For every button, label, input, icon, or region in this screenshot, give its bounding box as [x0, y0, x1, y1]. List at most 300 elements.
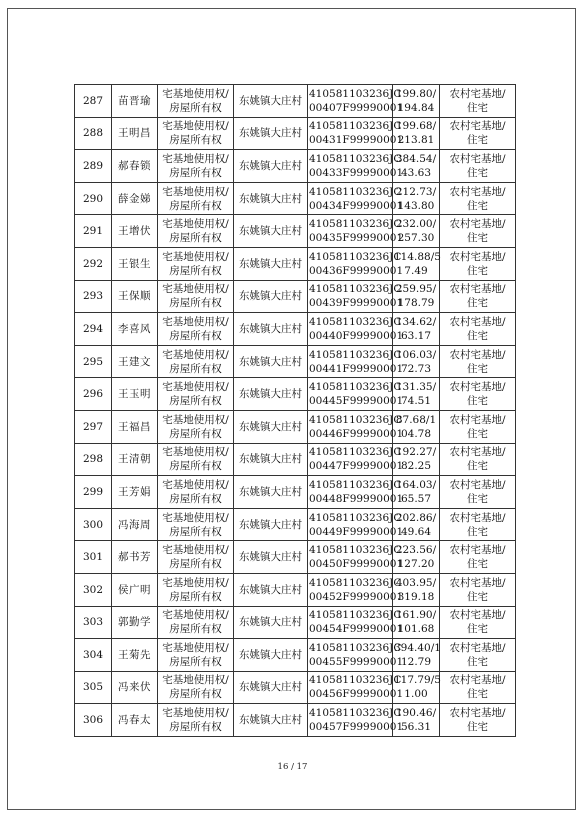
usage-cell [440, 541, 516, 574]
usage-cell-line: 农村宅基地/ [449, 544, 506, 557]
area-cell-line: 12.79 [400, 655, 432, 668]
table-row [75, 280, 516, 313]
usage-cell [440, 313, 516, 346]
area-cell-line: 178.79 [397, 297, 435, 310]
unit-code-cell-line: 410581103236JC [309, 609, 402, 622]
right-type-cell-line: 宅基地使用权/ [162, 315, 229, 328]
right-type-cell-line: 宅基地使用权/ [162, 641, 229, 654]
right-type-cell-line: 宅基地使用权/ [162, 674, 229, 687]
area-cell [393, 541, 440, 574]
usage-cell-line: 住宅 [467, 297, 488, 310]
unit-code-cell-line: 00435F99990001 [309, 232, 404, 245]
right-type-cell-line: 房屋所有权 [169, 329, 222, 342]
table-row [75, 508, 516, 541]
usage-cell-line: 住宅 [467, 232, 488, 245]
right-type-cell-line: 宅基地使用权/ [162, 576, 229, 589]
usage-cell [440, 117, 516, 150]
area-cell-line: 199.80/ [395, 87, 437, 100]
right-type-cell [158, 150, 234, 183]
area-cell [393, 85, 440, 118]
area-cell-line: 65.57 [400, 492, 432, 505]
table-row [75, 150, 516, 183]
row-number-cell: 303 [75, 606, 112, 639]
usage-cell-line: 农村宅基地/ [449, 511, 506, 524]
area-cell-line: 56.31 [400, 721, 432, 734]
usage-cell-line: 住宅 [467, 721, 488, 734]
usage-cell [440, 215, 516, 248]
usage-cell-line: 住宅 [467, 688, 488, 701]
right-type-cell [158, 410, 234, 443]
right-type-cell [158, 215, 234, 248]
usage-cell-line: 住宅 [467, 329, 488, 342]
right-type-cell [158, 280, 234, 313]
usage-cell [440, 85, 516, 118]
usage-cell [440, 280, 516, 313]
right-type-cell-line: 宅基地使用权/ [162, 87, 229, 100]
unit-code-cell-line: 410581103236JC [309, 381, 402, 394]
table-row [75, 573, 516, 606]
row-number-cell: 289 [75, 150, 112, 183]
right-type-cell-line: 房屋所有权 [169, 166, 222, 179]
row-number-cell: 291 [75, 215, 112, 248]
owner-name-cell: 郝春锁 [112, 150, 158, 183]
right-type-cell-line: 房屋所有权 [169, 134, 222, 147]
right-type-cell-line: 房屋所有权 [169, 590, 222, 603]
row-number-cell: 290 [75, 182, 112, 215]
usage-cell-line: 农村宅基地/ [449, 413, 506, 426]
usage-cell-line: 农村宅基地/ [449, 446, 506, 459]
table-row [75, 541, 516, 574]
right-type-cell [158, 182, 234, 215]
table-row [75, 704, 516, 737]
unit-code-cell-line: 00455F99990001 [309, 655, 404, 668]
usage-cell-line: 住宅 [467, 362, 488, 375]
owner-name-cell: 苗晋瑜 [112, 85, 158, 118]
unit-code-cell-line: 00407F99990001 [309, 101, 404, 114]
table-row [75, 639, 516, 672]
right-type-cell [158, 443, 234, 476]
owner-name-cell: 王玉明 [112, 378, 158, 411]
right-type-cell-line: 房屋所有权 [169, 460, 222, 473]
table-body [75, 85, 516, 737]
usage-cell-line: 住宅 [467, 590, 488, 603]
usage-cell-line: 住宅 [467, 264, 488, 277]
right-type-cell-line: 房屋所有权 [169, 101, 222, 114]
unit-code-cell [308, 247, 404, 280]
usage-cell [440, 704, 516, 737]
owner-name-cell: 王保顺 [112, 280, 158, 313]
location-cell: 东姚镇大庄村 [234, 704, 308, 737]
area-cell-line: 134.62/ [395, 315, 437, 328]
row-number-cell: 292 [75, 247, 112, 280]
unit-code-cell-line: 410581103236JC [309, 413, 402, 426]
location-cell: 东姚镇大庄村 [234, 345, 308, 378]
area-cell-line: 43.63 [400, 166, 432, 179]
right-type-cell-line: 房屋所有权 [169, 721, 222, 734]
unit-code-cell-line: 410581103236JC [309, 674, 402, 687]
usage-cell [440, 182, 516, 215]
area-cell [393, 215, 440, 248]
unit-code-cell [308, 378, 404, 411]
table-row [75, 671, 516, 704]
area-cell-line: 161.90/ [395, 609, 437, 622]
row-number-cell: 302 [75, 573, 112, 606]
owner-name-cell: 冯春太 [112, 704, 158, 737]
location-cell: 东姚镇大庄村 [234, 313, 308, 346]
owner-name-cell: 李喜风 [112, 313, 158, 346]
unit-code-cell-line: 00434F99990001 [309, 199, 404, 212]
right-type-cell-line: 房屋所有权 [169, 264, 222, 277]
usage-cell-line: 住宅 [467, 395, 488, 408]
usage-cell [440, 606, 516, 639]
owner-name-cell: 王清朝 [112, 443, 158, 476]
unit-code-cell-line: 410581103236JC [309, 478, 402, 491]
unit-code-cell [308, 345, 404, 378]
unit-code-cell-line: 00456F99990001 [309, 688, 404, 701]
table-row [75, 410, 516, 443]
right-type-cell [158, 85, 234, 118]
owner-name-cell: 郝书芳 [112, 541, 158, 574]
row-number-cell: 293 [75, 280, 112, 313]
row-number-cell: 306 [75, 704, 112, 737]
unit-code-cell-line: 410581103236JC [309, 87, 402, 100]
table-row [75, 247, 516, 280]
area-cell-line: 106.03/ [395, 348, 437, 361]
right-type-cell [158, 606, 234, 639]
registration-table [74, 84, 516, 737]
right-type-cell-line: 房屋所有权 [169, 362, 222, 375]
table-row [75, 443, 516, 476]
area-cell-line: 49.64 [400, 525, 432, 538]
area-cell-line: 257.30 [397, 232, 435, 245]
owner-name-cell: 王建文 [112, 345, 158, 378]
area-cell-line: 202.86/ [395, 511, 437, 524]
usage-cell [440, 639, 516, 672]
unit-code-cell [308, 182, 404, 215]
area-cell-line: 63.17 [400, 329, 432, 342]
right-type-cell [158, 573, 234, 606]
area-cell-line: 143.80 [397, 199, 435, 212]
area-cell [393, 606, 440, 639]
area-cell [393, 280, 440, 313]
unit-code-cell-line: 00439F99990001 [309, 297, 404, 310]
usage-cell-line: 农村宅基地/ [449, 576, 506, 589]
unit-code-cell-line: 410581103236JC [309, 315, 402, 328]
area-cell-line: 04.78 [400, 427, 432, 440]
location-cell: 东姚镇大庄村 [234, 573, 308, 606]
owner-name-cell: 薛金娣 [112, 182, 158, 215]
usage-cell [440, 247, 516, 280]
right-type-cell [158, 117, 234, 150]
right-type-cell-line: 宅基地使用权/ [162, 185, 229, 198]
usage-cell [440, 476, 516, 509]
right-type-cell-line: 房屋所有权 [169, 655, 222, 668]
unit-code-cell [308, 606, 404, 639]
table-row [75, 345, 516, 378]
usage-cell [440, 410, 516, 443]
unit-code-cell-line: 410581103236JC [309, 152, 402, 165]
right-type-cell-line: 房屋所有权 [169, 199, 222, 212]
usage-cell-line: 农村宅基地/ [449, 120, 506, 133]
area-cell-line: 164.03/ [395, 478, 437, 491]
area-cell-line: 127.20 [397, 558, 435, 571]
usage-cell-line: 住宅 [467, 427, 488, 440]
table-row [75, 313, 516, 346]
right-type-cell-line: 房屋所有权 [169, 395, 222, 408]
right-type-cell-line: 宅基地使用权/ [162, 511, 229, 524]
unit-code-cell [308, 476, 404, 509]
unit-code-cell-line: 00454F99990001 [309, 623, 404, 636]
right-type-cell-line: 宅基地使用权/ [162, 152, 229, 165]
row-number-cell: 294 [75, 313, 112, 346]
table-row [75, 182, 516, 215]
unit-code-cell-line: 00457F99990001 [309, 721, 404, 734]
location-cell: 东姚镇大庄村 [234, 508, 308, 541]
row-number-cell: 299 [75, 476, 112, 509]
right-type-cell-line: 宅基地使用权/ [162, 250, 229, 263]
unit-code-cell-line: 00450F99990001 [309, 558, 404, 571]
area-cell-line: 259.95/ [395, 283, 437, 296]
area-cell-line: 131.35/ [395, 381, 437, 394]
unit-code-cell [308, 508, 404, 541]
location-cell: 东姚镇大庄村 [234, 541, 308, 574]
right-type-cell-line: 房屋所有权 [169, 558, 222, 571]
owner-name-cell: 王增伏 [112, 215, 158, 248]
table-row [75, 117, 516, 150]
unit-code-cell-line: 410581103236JC [309, 250, 402, 263]
unit-code-cell [308, 671, 404, 704]
unit-code-cell-line: 410581103236JC [309, 641, 402, 654]
unit-code-cell [308, 313, 404, 346]
right-type-cell-line: 宅基地使用权/ [162, 707, 229, 720]
usage-cell-line: 农村宅基地/ [449, 707, 506, 720]
right-type-cell [158, 313, 234, 346]
unit-code-cell-line: 410581103236JC [309, 218, 402, 231]
location-cell: 东姚镇大庄村 [234, 85, 308, 118]
unit-code-cell-line: 410581103236JC [309, 544, 402, 557]
location-cell: 东姚镇大庄村 [234, 639, 308, 672]
unit-code-cell-line: 410581103236JC [309, 576, 402, 589]
right-type-cell-line: 房屋所有权 [169, 525, 222, 538]
usage-cell [440, 345, 516, 378]
unit-code-cell [308, 410, 404, 443]
usage-cell [440, 508, 516, 541]
unit-code-cell [308, 541, 404, 574]
row-number-cell: 305 [75, 671, 112, 704]
unit-code-cell-line: 00452F99990001 [309, 590, 404, 603]
usage-cell-line: 住宅 [467, 655, 488, 668]
row-number-cell: 287 [75, 85, 112, 118]
area-cell-line: 213.81 [397, 134, 435, 147]
right-type-cell-line: 宅基地使用权/ [162, 381, 229, 394]
owner-name-cell: 王明昌 [112, 117, 158, 150]
usage-cell-line: 农村宅基地/ [449, 283, 506, 296]
right-type-cell-line: 宅基地使用权/ [162, 283, 229, 296]
right-type-cell-line: 房屋所有权 [169, 623, 222, 636]
area-cell-line: 232.00/ [395, 218, 437, 231]
usage-cell-line: 农村宅基地/ [449, 609, 506, 622]
row-number-cell: 297 [75, 410, 112, 443]
location-cell: 东姚镇大庄村 [234, 117, 308, 150]
unit-code-cell-line: 00446F99990001 [309, 427, 404, 440]
unit-code-cell [308, 150, 404, 183]
unit-code-cell-line: 410581103236JC [309, 348, 402, 361]
area-cell-line: 72.73 [400, 362, 432, 375]
right-type-cell [158, 704, 234, 737]
area-cell-line: 194.84 [397, 101, 435, 114]
location-cell: 东姚镇大庄村 [234, 215, 308, 248]
usage-cell-line: 住宅 [467, 525, 488, 538]
right-type-cell-line: 宅基地使用权/ [162, 120, 229, 133]
usage-cell-line: 农村宅基地/ [449, 87, 506, 100]
row-number-cell: 296 [75, 378, 112, 411]
unit-code-cell-line: 00433F99990001 [309, 166, 404, 179]
area-cell-line: 384.54/ [395, 152, 437, 165]
area-cell [393, 182, 440, 215]
table-row [75, 378, 516, 411]
unit-code-cell [308, 639, 404, 672]
area-cell-line: 192.27/ [395, 446, 437, 459]
unit-code-cell-line: 00441F99990001 [309, 362, 404, 375]
unit-code-cell [308, 85, 404, 118]
unit-code-cell-line: 410581103236JC [309, 707, 402, 720]
usage-cell-line: 住宅 [467, 623, 488, 636]
area-cell-line: 82.25 [400, 460, 432, 473]
usage-cell-line: 农村宅基地/ [449, 641, 506, 654]
right-type-cell-line: 宅基地使用权/ [162, 544, 229, 557]
usage-cell-line: 住宅 [467, 558, 488, 571]
right-type-cell-line: 房屋所有权 [169, 232, 222, 245]
area-cell-line: 403.95/ [395, 576, 437, 589]
right-type-cell-line: 宅基地使用权/ [162, 348, 229, 361]
area-cell-line: 117.79/5 [394, 674, 441, 687]
table-row [75, 85, 516, 118]
owner-name-cell: 王福昌 [112, 410, 158, 443]
right-type-cell-line: 房屋所有权 [169, 688, 222, 701]
unit-code-cell-line: 410581103236JC [309, 185, 402, 198]
right-type-cell-line: 宅基地使用权/ [162, 413, 229, 426]
unit-code-cell-line: 00447F99990001 [309, 460, 404, 473]
owner-name-cell: 王银生 [112, 247, 158, 280]
usage-cell-line: 农村宅基地/ [449, 218, 506, 231]
location-cell: 东姚镇大庄村 [234, 378, 308, 411]
right-type-cell-line: 宅基地使用权/ [162, 478, 229, 491]
usage-cell-line: 农村宅基地/ [449, 250, 506, 263]
location-cell: 东姚镇大庄村 [234, 443, 308, 476]
area-cell-line: 114.88/5 [394, 250, 441, 263]
row-number-cell: 288 [75, 117, 112, 150]
usage-cell-line: 农村宅基地/ [449, 152, 506, 165]
row-number-cell: 295 [75, 345, 112, 378]
row-number-cell: 300 [75, 508, 112, 541]
unit-code-cell-line: 00436F99990001 [309, 264, 404, 277]
area-cell [393, 573, 440, 606]
right-type-cell-line: 房屋所有权 [169, 297, 222, 310]
table-row [75, 606, 516, 639]
unit-code-cell-line: 410581103236JC [309, 120, 402, 133]
right-type-cell-line: 房屋所有权 [169, 492, 222, 505]
usage-cell-line: 农村宅基地/ [449, 478, 506, 491]
unit-code-cell [308, 443, 404, 476]
right-type-cell-line: 房屋所有权 [169, 427, 222, 440]
unit-code-cell [308, 573, 404, 606]
location-cell: 东姚镇大庄村 [234, 280, 308, 313]
usage-cell-line: 住宅 [467, 166, 488, 179]
usage-cell [440, 573, 516, 606]
area-cell-line: 190.46/ [395, 707, 437, 720]
area-cell-line: 199.68/ [395, 120, 437, 133]
unit-code-cell-line: 410581103236JC [309, 283, 402, 296]
table-row [75, 215, 516, 248]
unit-code-cell-line: 410581103236JC [309, 446, 402, 459]
owner-name-cell: 冯海周 [112, 508, 158, 541]
unit-code-cell-line: 410581103236JC [309, 511, 402, 524]
unit-code-cell-line: 00440F99990001 [309, 329, 404, 342]
location-cell: 东姚镇大庄村 [234, 150, 308, 183]
usage-cell-line: 农村宅基地/ [449, 348, 506, 361]
row-number-cell: 301 [75, 541, 112, 574]
usage-cell-line: 农村宅基地/ [449, 185, 506, 198]
usage-cell-line: 住宅 [467, 492, 488, 505]
usage-cell-line: 住宅 [467, 134, 488, 147]
area-cell-line: 87.68/1 [395, 413, 437, 426]
unit-code-cell [308, 215, 404, 248]
location-cell: 东姚镇大庄村 [234, 671, 308, 704]
usage-cell [440, 150, 516, 183]
unit-code-cell-line: 00449F99990001 [309, 525, 404, 538]
area-cell-line: 319.18 [397, 590, 435, 603]
right-type-cell [158, 541, 234, 574]
owner-name-cell: 王芳娟 [112, 476, 158, 509]
area-cell-line: 394.40/1 [394, 641, 441, 654]
usage-cell-line: 住宅 [467, 460, 488, 473]
usage-cell-line: 农村宅基地/ [449, 674, 506, 687]
unit-code-cell [308, 704, 404, 737]
right-type-cell [158, 476, 234, 509]
right-type-cell-line: 宅基地使用权/ [162, 218, 229, 231]
right-type-cell-line: 宅基地使用权/ [162, 446, 229, 459]
usage-cell-line: 住宅 [467, 101, 488, 114]
area-cell [393, 117, 440, 150]
location-cell: 东姚镇大庄村 [234, 476, 308, 509]
location-cell: 东姚镇大庄村 [234, 606, 308, 639]
owner-name-cell: 郭勤学 [112, 606, 158, 639]
location-cell: 东姚镇大庄村 [234, 182, 308, 215]
owner-name-cell: 冯来伏 [112, 671, 158, 704]
row-number-cell: 298 [75, 443, 112, 476]
area-cell-line: 223.56/ [395, 544, 437, 557]
right-type-cell [158, 345, 234, 378]
usage-cell [440, 671, 516, 704]
right-type-cell [158, 247, 234, 280]
usage-cell [440, 378, 516, 411]
unit-code-cell-line: 00445F99990001 [309, 395, 404, 408]
right-type-cell [158, 671, 234, 704]
owner-name-cell: 侯广明 [112, 573, 158, 606]
page-number: 16 / 17 [277, 762, 308, 772]
table-row [75, 476, 516, 509]
unit-code-cell-line: 00431F99990001 [309, 134, 404, 147]
right-type-cell-line: 宅基地使用权/ [162, 609, 229, 622]
area-cell-line: 7.49 [404, 264, 428, 277]
area-cell-line: 101.68 [397, 623, 435, 636]
usage-cell [440, 443, 516, 476]
row-number-cell: 304 [75, 639, 112, 672]
usage-cell-line: 住宅 [467, 199, 488, 212]
unit-code-cell-line: 00448F99990001 [309, 492, 404, 505]
unit-code-cell [308, 117, 404, 150]
owner-name-cell: 王菊先 [112, 639, 158, 672]
